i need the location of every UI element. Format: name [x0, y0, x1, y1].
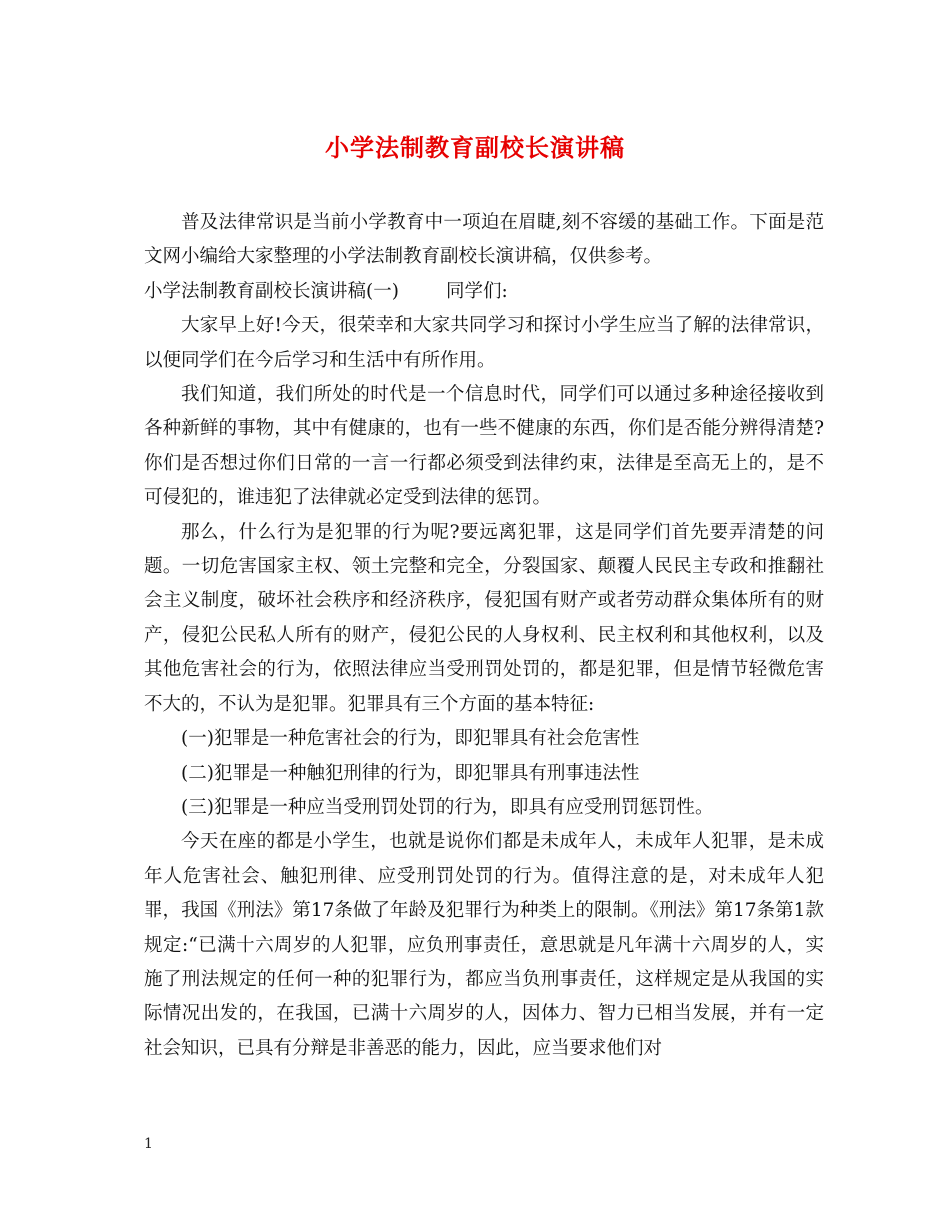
speech-heading-line: 小学法制教育副校长演讲稿(一) 同学们:	[144, 280, 508, 302]
crime-feature-3: (三)犯罪是一种应当受刑罚处罚的行为，即具有应受刑罚惩罚性。	[181, 796, 714, 818]
intro-paragraph: 普及法律常识是当前小学教育中一项迫在眉睫,刻不容缓的基础工作。下面是范文网小编给大家整理的小学法制教育副校长演讲稿，仅供参考。	[144, 212, 824, 268]
information-era-paragraph: 我们知道，我们所处的时代是一个信息时代，同学们可以通过多种途径接收到各种新鲜的事物，其中有健康的，也有一些不健康的东西，你们是否能分辨得清楚?你们是否想过你们日常的一言一行都必须受到法律约束，法律是至高无上的，是不可侵犯的，谁违犯了法律就必定受到法律的惩罚。	[144, 384, 824, 509]
greeting-paragraph: 大家早上好!今天，很荣幸和大家共同学习和探讨小学生应当了解的法律常识，以便同学们在今后学习和生活中有所作用。	[144, 315, 824, 371]
crime-feature-1: (一)犯罪是一种危害社会的行为，即犯罪具有社会危害性	[181, 728, 640, 750]
document-body	[144, 206, 824, 1066]
document-title: 小学法制教育副校长演讲稿	[325, 133, 625, 162]
page-number: 1	[144, 1136, 153, 1152]
minor-crime-paragraph: 今天在座的都是小学生，也就是说你们都是未成年人，未成年人犯罪，是未成年人危害社会、触犯刑律、应受刑罚处罚的行为。值得注意的是，对未成年人犯罪，我国《刑法》第17条做了年龄及犯罪行为种类上的限制。《刑法》第17条第1款规定:“已满十六周岁的人犯罪，应负刑事责任，意思就是凡年满十六周岁的人，实施了刑法规定的任何一种的犯罪行为，都应当负刑事责任，这样规定是从我国的实际情况出发的，在我国，已满十六周岁的人，因体力、智力已相当发展，并有一定社会知识，已具有分辩是非善恶的能力，因此，应当要求他们对	[144, 831, 824, 1059]
crime-feature-2: (二)犯罪是一种触犯刑律的行为，即犯罪具有刑事违法性	[181, 762, 640, 784]
crime-definition-paragraph: 那么，什么行为是犯罪的行为呢?要远离犯罪，这是同学们首先要弄清楚的问题。一切危害国家主权、领土完整和完全，分裂国家、颠覆人民民主专政和推翻社会主义制度，破坏社会秩序和经济秩序，侵犯国有财产或者劳动群众集体所有的财产，侵犯公民私人所有的财产，侵犯公民的人身权利、民主权利和其他权利，以及其他危害社会的行为，依照法律应当受刑罚处罚的，都是犯罪，但是情节轻微危害不大的，不认为是犯罪。犯罪具有三个方面的基本特征:	[144, 521, 824, 715]
